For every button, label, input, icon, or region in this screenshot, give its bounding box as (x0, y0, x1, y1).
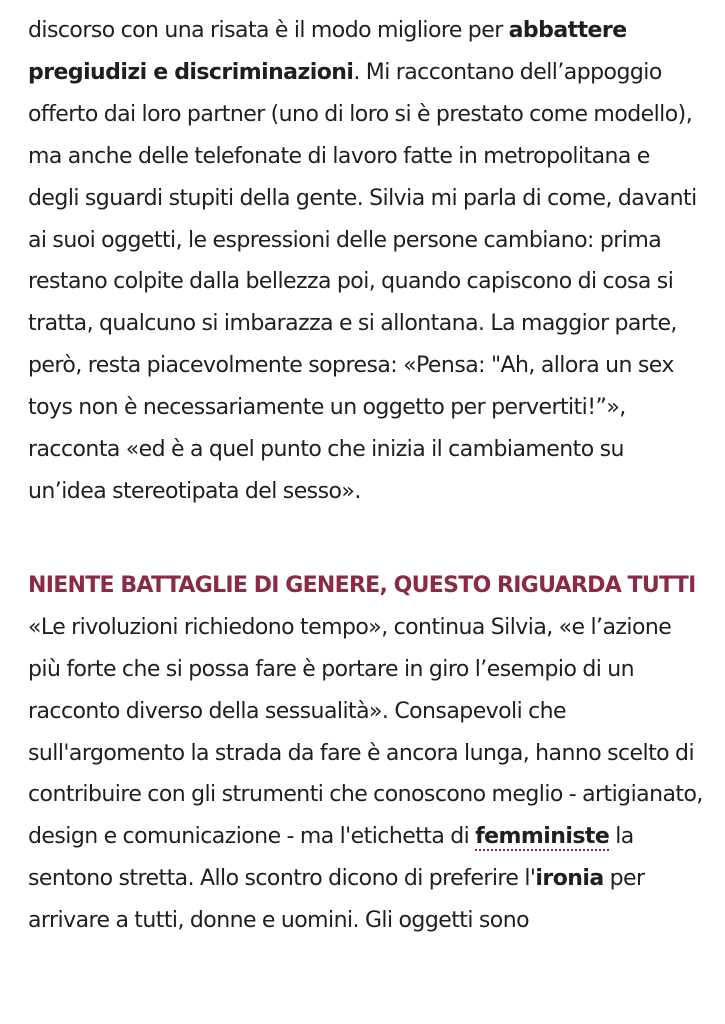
section-heading: NIENTE BATTAGLIE DI GENERE, QUESTO RIGUARDA TUTTI (28, 572, 696, 598)
paragraph-text: per arrivare a tutti, donne e uomini. Gli oggetti sono (28, 866, 645, 934)
paragraph-text: «Le rivoluzioni richiedono tempo», continua Silvia, «e l’azione più forte che si possa fare è portare in giro l’esempio di un racconto diverso della sessualità». Consapevoli che sull'argomento la strada da fare è ancora lunga, hanno scelto di contribuire con gli strumenti che conoscono meglio - artigianato, design e comunicazione - ma l'etichetta di (28, 614, 703, 850)
paragraph-interview (28, 10, 704, 513)
femministe-link[interactable]: femministe (475, 824, 610, 850)
paragraph-revolution (28, 607, 704, 942)
paragraph-text: . Mi raccontano dell’appoggio offerto dai loro partner (uno di loro si è prestato come modello), ma anche delle telefonate di lavoro fatte in metropolitana e degli sguardi stupiti della gente. Silvia mi parla di come, davanti ai suoi oggetti, le espressioni delle persone cambiano: prima restano colpite dalla bellezza poi, quando capiscono di cosa si tratta, qualcuno si imbarazza e si allontana. La maggior parte, però, resta piacevolmente sopresa: «Pensa: "Ah, allora un sex toys non è necessariamente un oggetto per pervertiti!”», racconta «ed è a quel punto che inizia il cambiamento su un’idea stereotipata del sesso». (28, 59, 697, 504)
article-body (28, 10, 704, 942)
paragraph-text: la sentono stretta. Allo scontro dicono di preferire l' (28, 824, 634, 892)
bold-word: ironia (535, 866, 604, 892)
paragraph-text: discorso con una risata è il modo migliore per (28, 18, 509, 43)
bold-phrase: abbattere pregiudizi e discriminazioni (28, 18, 627, 85)
